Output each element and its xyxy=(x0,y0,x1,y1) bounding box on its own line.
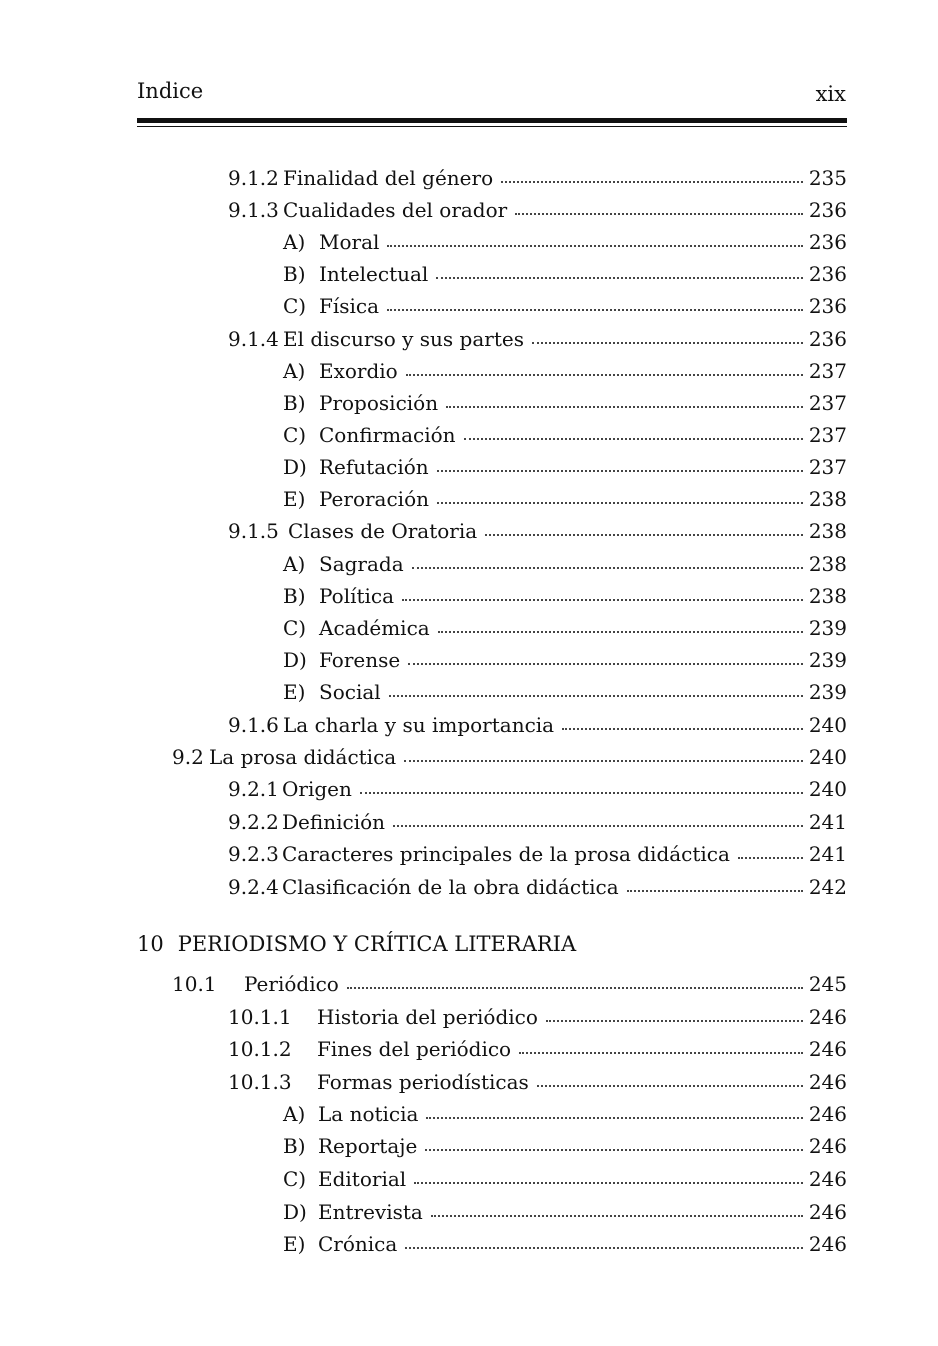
toc-entry-title: Historia del periódico xyxy=(317,1005,538,1029)
dot-leader xyxy=(627,890,803,892)
page-number: xix xyxy=(815,82,846,106)
toc-entry-page: 246 xyxy=(808,1200,847,1224)
toc-entry-page: 246 xyxy=(808,1232,847,1256)
toc-entry-title: Política xyxy=(319,584,395,608)
toc-entry-title: La noticia xyxy=(318,1102,419,1126)
toc-entry xyxy=(283,1190,847,1222)
toc-entry-page: 237 xyxy=(808,423,847,447)
dot-leader xyxy=(446,406,803,408)
toc-entry-title: Exordio xyxy=(319,359,398,383)
toc-entry-number: D) xyxy=(283,1200,307,1224)
toc-entry xyxy=(228,995,847,1027)
toc-entry-title: Crónica xyxy=(318,1232,398,1256)
toc-entry-title: Sagrada xyxy=(319,552,404,576)
toc-entry-title: Finalidad del género xyxy=(283,166,494,190)
toc-entry-title: Forense xyxy=(319,648,401,672)
toc-entry xyxy=(228,800,847,832)
toc-entry-number: C) xyxy=(283,423,307,447)
toc-entry-page: 237 xyxy=(808,359,847,383)
toc-entry-title: Fines del periódico xyxy=(317,1037,512,1061)
toc-entry-title: Física xyxy=(319,294,380,318)
toc-entry xyxy=(228,865,847,897)
toc-entry xyxy=(283,445,847,477)
dot-leader xyxy=(387,309,803,311)
toc-entry-title: Clasificación de la obra didáctica xyxy=(282,875,619,899)
dot-leader xyxy=(537,1085,803,1087)
toc-entry-page: 236 xyxy=(808,294,847,318)
toc-entry-title: Intelectual xyxy=(319,262,429,286)
toc-entry-number: 9.1.5 xyxy=(228,519,279,543)
toc-entry-number: E) xyxy=(283,487,306,511)
toc-entry xyxy=(228,188,847,220)
toc-entry xyxy=(283,670,847,702)
dot-leader xyxy=(425,1149,803,1151)
toc-entry xyxy=(283,1124,847,1156)
toc-entry-number: 9.2.1 xyxy=(228,777,279,801)
toc-entry-title: Confirmación xyxy=(319,423,456,447)
toc-entry xyxy=(283,477,847,509)
dot-leader xyxy=(360,792,803,794)
toc-entry-page: 239 xyxy=(808,616,847,640)
toc-entry-number: A) xyxy=(283,552,306,576)
toc-entry-number: D) xyxy=(283,648,307,672)
dot-leader xyxy=(426,1117,802,1119)
toc-entry-number: C) xyxy=(283,1167,307,1191)
toc-entry-title: Origen xyxy=(282,777,352,801)
toc-entry-title: Refutación xyxy=(319,455,429,479)
toc-entry-title: Social xyxy=(319,680,381,704)
toc-entry xyxy=(172,735,847,767)
toc-entry xyxy=(283,606,847,638)
toc-entry-page: 246 xyxy=(808,1134,847,1158)
dot-leader xyxy=(464,438,803,440)
dot-leader xyxy=(485,534,803,536)
dot-leader xyxy=(438,631,803,633)
toc-entry-page: 241 xyxy=(808,842,847,866)
toc-entry-number: C) xyxy=(283,294,307,318)
dot-leader xyxy=(431,1215,803,1217)
toc-entry-number: 9.1.2 xyxy=(228,166,279,190)
dot-leader xyxy=(405,1247,803,1249)
toc-entry xyxy=(228,703,847,735)
toc-entry-page: 245 xyxy=(808,972,847,996)
toc-entry xyxy=(283,574,847,606)
toc-entry-number: 9.2 xyxy=(172,745,204,769)
dot-leader xyxy=(387,245,802,247)
toc-entry-page: 246 xyxy=(808,1005,847,1029)
toc-entry-title: Peroración xyxy=(319,487,429,511)
toc-entry xyxy=(283,413,847,445)
toc-entry-title: La prosa didáctica xyxy=(209,745,397,769)
toc-entry xyxy=(283,252,847,284)
toc-entry xyxy=(283,1092,847,1124)
toc-entry-page: 235 xyxy=(808,166,847,190)
toc-entry-number: 10.1.2 xyxy=(228,1037,292,1061)
toc-entry xyxy=(283,349,847,381)
dot-leader xyxy=(501,181,803,183)
dot-leader xyxy=(347,987,803,989)
toc-entry-page: 237 xyxy=(808,391,847,415)
toc-entry-number: 10.1.1 xyxy=(228,1005,292,1029)
toc-entry-title: Editorial xyxy=(318,1167,407,1191)
toc-entry xyxy=(283,1157,847,1189)
toc-entry-page: 241 xyxy=(808,810,847,834)
toc-entry-page: 240 xyxy=(808,777,847,801)
toc-entry xyxy=(283,542,847,574)
toc-entry xyxy=(228,1027,847,1059)
page-header-title: Indice xyxy=(137,79,204,103)
toc-entry-number: D) xyxy=(283,455,307,479)
toc-entry xyxy=(283,638,847,670)
toc-entry-page: 239 xyxy=(808,648,847,672)
chapter-number: 10 xyxy=(137,932,164,956)
toc-entry-number: A) xyxy=(283,359,306,383)
toc-entry-number: A) xyxy=(283,230,306,254)
toc-entry-number: B) xyxy=(283,391,306,415)
toc-entry-page: 238 xyxy=(808,552,847,576)
toc-entry-page: 236 xyxy=(808,230,847,254)
dot-leader xyxy=(532,342,803,344)
toc-entry-number: 9.1.6 xyxy=(228,713,279,737)
toc-entry xyxy=(283,284,847,316)
toc-entry-page: 240 xyxy=(808,713,847,737)
toc-entry-page: 246 xyxy=(808,1037,847,1061)
toc-entry-page: 238 xyxy=(808,519,847,543)
toc-entry-page: 236 xyxy=(808,327,847,351)
toc-entry xyxy=(283,1222,847,1254)
header-rule-thick xyxy=(137,118,847,123)
toc-entry-page: 236 xyxy=(808,198,847,222)
toc-entry-page: 239 xyxy=(808,680,847,704)
toc-entry-title: Formas periodísticas xyxy=(317,1070,529,1094)
toc-entry-title: Caracteres principales de la prosa didáctica xyxy=(282,842,730,866)
dot-leader xyxy=(437,470,803,472)
toc-entry-title: Entrevista xyxy=(318,1200,423,1224)
dot-leader xyxy=(389,695,803,697)
toc-entry-number: 9.1.4 xyxy=(228,327,279,351)
toc-entry-title: Periódico xyxy=(244,972,339,996)
toc-entry xyxy=(228,1060,847,1092)
dot-leader xyxy=(404,760,803,762)
dot-leader xyxy=(408,663,803,665)
dot-leader xyxy=(519,1052,803,1054)
dot-leader xyxy=(406,374,803,376)
toc-entry xyxy=(172,962,847,994)
dot-leader xyxy=(738,857,803,859)
toc-entry-page: 242 xyxy=(808,875,847,899)
dot-leader xyxy=(546,1020,803,1022)
header-rule-thin xyxy=(137,126,847,127)
toc-entry xyxy=(228,317,847,349)
toc-entry-number: 9.2.3 xyxy=(228,842,279,866)
dot-leader xyxy=(515,213,803,215)
toc-entry-number: 10.1 xyxy=(172,972,217,996)
toc-entry-page: 246 xyxy=(808,1167,847,1191)
toc-entry xyxy=(228,832,847,864)
toc-entry-number: C) xyxy=(283,616,307,640)
toc-entry xyxy=(283,220,847,252)
toc-entry-title: Clases de Oratoria xyxy=(288,519,478,543)
toc-entry-title: Definición xyxy=(282,810,386,834)
toc-entry-number: B) xyxy=(283,584,306,608)
toc-entry-page: 246 xyxy=(808,1070,847,1094)
toc-entry-title: Proposición xyxy=(319,391,439,415)
toc-entry-number: 9.2.2 xyxy=(228,810,279,834)
dot-leader xyxy=(393,825,803,827)
chapter-title: PERIODISMO Y CRÍTICA LITERARIA xyxy=(177,932,577,956)
dot-leader xyxy=(437,502,803,504)
toc-entry-page: 240 xyxy=(808,745,847,769)
toc-entry-page: 238 xyxy=(808,487,847,511)
dot-leader xyxy=(436,277,802,279)
dot-leader xyxy=(414,1182,803,1184)
toc-entry-title: Cualidades del orador xyxy=(283,198,508,222)
toc-entry-title: El discurso y sus partes xyxy=(283,327,524,351)
toc-entry-number: B) xyxy=(283,1134,306,1158)
toc-entry-title: La charla y su importancia xyxy=(283,713,555,737)
toc-entry-title: Académica xyxy=(319,616,430,640)
toc-entry-number: A) xyxy=(283,1102,306,1126)
toc-entry-number: 10.1.3 xyxy=(228,1070,292,1094)
toc-entry-title: Moral xyxy=(319,230,380,254)
toc-entry-title: Reportaje xyxy=(318,1134,418,1158)
toc-entry xyxy=(228,767,847,799)
chapter-heading xyxy=(137,932,576,956)
toc-entry xyxy=(228,509,847,541)
dot-leader xyxy=(412,567,803,569)
toc-entry-page: 237 xyxy=(808,455,847,479)
toc-entry-page: 238 xyxy=(808,584,847,608)
toc-entry-number: B) xyxy=(283,262,306,286)
dot-leader xyxy=(402,599,803,601)
toc-entry xyxy=(283,381,847,413)
toc-entry-number: 9.2.4 xyxy=(228,875,279,899)
toc-entry-number: 9.1.3 xyxy=(228,198,279,222)
toc-entry-page: 236 xyxy=(808,262,847,286)
toc-entry-number: E) xyxy=(283,680,306,704)
toc-entry xyxy=(228,156,847,188)
dot-leader xyxy=(562,728,803,730)
toc-entry-number: E) xyxy=(283,1232,306,1256)
toc-entry-page: 246 xyxy=(808,1102,847,1126)
